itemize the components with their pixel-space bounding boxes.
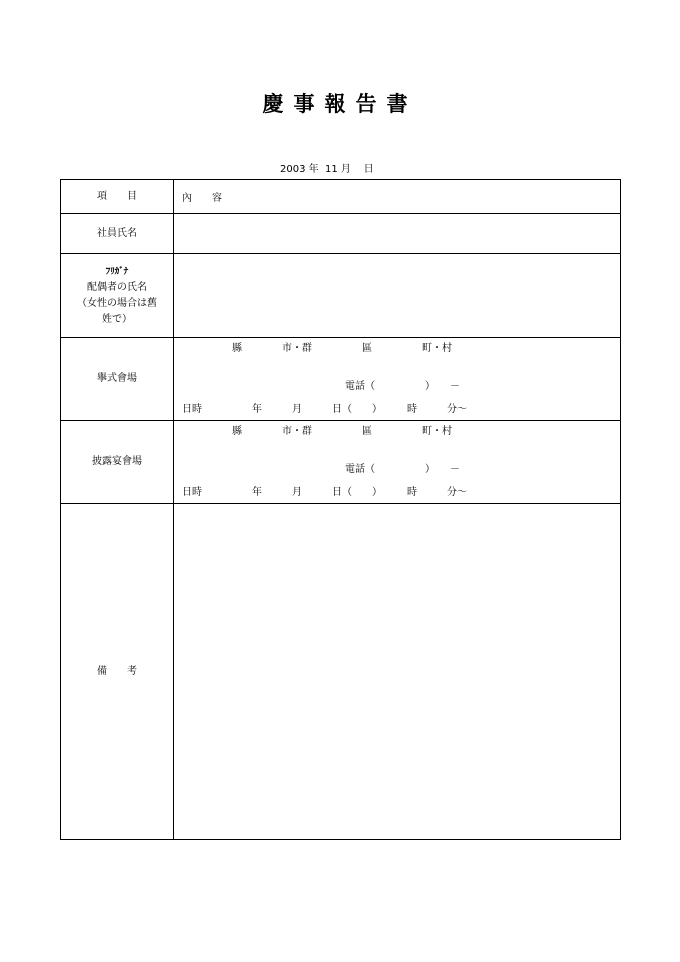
ceremony-venue-label: 擧式會場	[61, 338, 174, 421]
reception-venue-row	[61, 421, 621, 504]
document-title: 慶事報告書	[262, 91, 418, 116]
spouse-label-line1: 配偶者の氏名	[87, 281, 147, 293]
spouse-label-line3: 姓で）	[102, 313, 132, 325]
remarks-label: 備 考	[61, 504, 174, 840]
employee-name-field[interactable]	[174, 214, 621, 254]
ceremony-venue-row	[61, 338, 621, 421]
spouse-label-line2: （女性の場合は舊	[77, 297, 157, 309]
ceremony-phone-line: 電話（ ） －	[345, 381, 460, 392]
spouse-name-field[interactable]	[174, 254, 621, 338]
remarks-row	[61, 504, 621, 840]
reception-datetime-line: 日時 年 月 日（ ） 時 分～	[182, 487, 467, 498]
header-content-text: 內 容	[182, 193, 222, 204]
spouse-name-label	[61, 254, 174, 338]
employee-name-row	[61, 214, 621, 254]
header-row	[61, 180, 621, 214]
reception-venue-label: 披露宴會場	[61, 421, 174, 504]
ceremony-venue-field[interactable]	[174, 338, 621, 421]
ceremony-datetime-line: 日時 年 月 日（ ） 時 分～	[182, 404, 467, 415]
header-content-label	[174, 180, 621, 214]
spouse-name-row	[61, 254, 621, 338]
ceremony-address-line: 縣 市・群 區 町・村	[232, 343, 452, 354]
report-form-table	[60, 179, 621, 840]
reception-address-line: 縣 市・群 區 町・村	[232, 426, 452, 437]
reception-venue-field[interactable]	[174, 421, 621, 504]
report-date: 2003 年 11 月 日	[280, 164, 374, 175]
employee-name-label: 社員氏名	[61, 214, 174, 254]
remarks-field[interactable]	[174, 504, 621, 840]
reception-phone-line: 電話（ ） －	[345, 464, 460, 475]
furigana-label: ﾌﾘｶﾞﾅ	[105, 266, 129, 277]
header-item-label: 項 目	[61, 180, 174, 214]
